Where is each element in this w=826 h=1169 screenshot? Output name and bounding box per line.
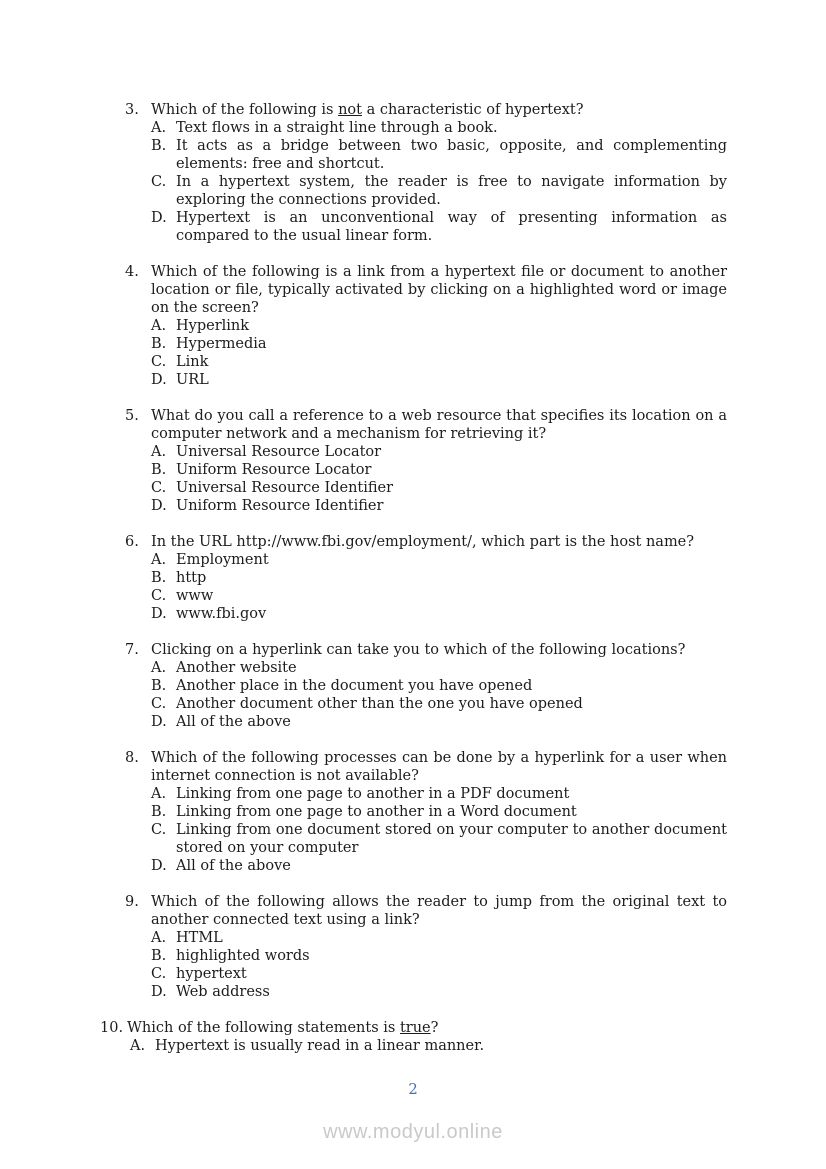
question-text-prefix: Which of the following is [151,102,339,118]
options-list [127,1037,727,1055]
option-letter: C. [151,174,167,190]
question-text-prefix: Which of the following statements is [127,1020,400,1036]
option-row [151,443,727,461]
question-text-prefix: In the URL http://www.fbi.gov/employment/, which part is the host name? [151,534,695,550]
option-letter: A. [151,552,167,568]
option-text: Uniform Resource Locator [176,462,372,478]
option-text: It acts as a bridge between two basic, opposite, and complementing elements: free and shortcut. [176,138,727,172]
option-letter: C. [151,696,167,712]
option-letter: D. [151,498,167,514]
question-text-suffix: ? [430,1020,439,1036]
question [125,893,727,1001]
question-body [151,533,727,623]
question-text-prefix: Which of the following is a link from a hypertext file or document to another location or file, typically activated by clicking on a highlighted word or image on the screen? [151,264,727,316]
question-number: 5. [125,408,139,424]
option-row [151,335,727,353]
option-row [151,173,727,209]
question [125,263,727,389]
option-text: HTML [176,930,223,946]
question-body [151,407,727,515]
option-text: Universal Resource Identifier [176,480,394,496]
option-row [151,479,727,497]
option-letter: D. [151,858,167,874]
option-text: Linking from one page to another in a PDF document [176,786,570,802]
option-letter: B. [151,138,167,154]
option-text: Hypermedia [176,336,267,352]
option-text: hypertext [176,966,247,982]
option-row [151,821,727,857]
option-row [151,713,727,731]
option-letter: D. [151,714,167,730]
options-list [151,551,727,623]
question-body [151,101,727,245]
option-row [151,371,727,389]
page-number: 2 [408,1080,418,1098]
option-text: Hypertext is an unconventional way of presenting information as compared to the usual linear form. [176,210,727,244]
question-text [127,1019,727,1037]
option-row [151,857,727,875]
option-letter: B. [151,804,167,820]
option-row [151,551,727,569]
option-text: http [176,570,207,586]
option-letter: A. [151,318,167,334]
option-text: Another place in the document you have opened [176,678,533,694]
option-text: All of the above [176,858,291,874]
option-text: Linking from one document stored on your computer to another document stored on your computer [176,822,727,856]
option-row [151,677,727,695]
option-row [130,1037,727,1055]
option-row [151,461,727,479]
option-letter: B. [151,336,167,352]
option-letter: D. [151,210,167,226]
question-text [151,749,727,785]
question-text-suffix: a characteristic of hypertext? [361,102,584,118]
question-text-underlined-word: not [338,102,362,118]
option-row [151,803,727,821]
option-text: Linking from one page to another in a Word document [176,804,577,820]
option-row [151,659,727,677]
option-row [151,983,727,1001]
question-body [151,749,727,875]
question-number: 9. [125,894,139,910]
question-body [151,893,727,1001]
option-letter: C. [151,822,167,838]
question-number: 10. [100,1020,124,1036]
option-letter: C. [151,966,167,982]
option-row [151,695,727,713]
option-letter: D. [151,606,167,622]
option-letter: A. [151,786,167,802]
question-number: 7. [125,642,139,658]
question-number: 8. [125,750,139,766]
question [125,749,727,875]
question-text [151,407,727,443]
option-row [151,929,727,947]
option-text: Another document other than the one you have opened [176,696,583,712]
option-text: www [176,588,214,604]
option-text: Web address [176,984,270,1000]
question-text [151,893,727,929]
option-text: Uniform Resource Identifier [176,498,384,514]
option-letter: A. [151,120,167,136]
options-list [151,785,727,875]
option-row [151,605,727,623]
option-text: Another website [176,660,297,676]
option-text: Hypertext is usually read in a linear manner. [155,1038,485,1054]
question [125,407,727,515]
question [125,101,727,245]
question [100,1019,727,1055]
option-letter: D. [151,984,167,1000]
option-row [151,569,727,587]
option-row [151,947,727,965]
question-number: 3. [125,102,139,118]
options-list [151,659,727,731]
options-list [151,317,727,389]
question-text-prefix: What do you call a reference to a web resource that specifies its location on a computer network and a mechanism for retrieving it? [151,408,727,442]
option-row [151,965,727,983]
question [125,641,727,731]
question-text-prefix: Which of the following allows the reader to jump from the original text to another connected text using a link? [151,894,727,928]
option-row [151,119,727,137]
option-text: Hyperlink [176,318,250,334]
options-list [151,929,727,1001]
option-letter: A. [130,1038,146,1054]
question-number: 4. [125,264,139,280]
option-letter: B. [151,678,167,694]
question-body [151,263,727,389]
option-letter: A. [151,930,167,946]
option-text: URL [176,372,209,388]
option-letter: B. [151,948,167,964]
option-letter: A. [151,444,167,460]
question-text-prefix: Which of the following processes can be done by a hyperlink for a user when internet connection is not available? [151,750,727,784]
question-text [151,263,727,317]
question-body [127,1019,727,1055]
question-number: 6. [125,534,139,550]
option-text: highlighted words [176,948,310,964]
options-list [151,443,727,515]
option-row [151,353,727,371]
option-letter: A. [151,660,167,676]
option-letter: D. [151,372,167,388]
option-row [151,317,727,335]
option-letter: C. [151,354,167,370]
option-letter: B. [151,570,167,586]
watermark: www.modyul.online [323,1121,503,1143]
question [125,533,727,623]
option-text: In a hypertext system, the reader is free to navigate information by exploring the connections provided. [176,174,727,208]
question-text [151,101,727,119]
option-letter: C. [151,480,167,496]
option-text: Link [176,354,209,370]
question-body [151,641,727,731]
question-text-prefix: Clicking on a hyperlink can take you to which of the following locations? [151,642,686,658]
option-row [151,209,727,245]
option-row [151,785,727,803]
option-row [151,137,727,173]
option-text: Text flows in a straight line through a book. [176,120,498,136]
option-letter: C. [151,588,167,604]
question-text-underlined-word: true [399,1020,431,1036]
option-letter: B. [151,462,167,478]
option-text: All of the above [176,714,291,730]
option-text: Universal Resource Locator [176,444,382,460]
question-text [151,533,727,551]
option-row [151,497,727,515]
question-text [151,641,727,659]
quiz-question-list [100,101,727,1055]
option-text: Employment [176,552,269,568]
option-row [151,587,727,605]
option-text: www.fbi.gov [176,606,267,622]
options-list [151,119,727,245]
